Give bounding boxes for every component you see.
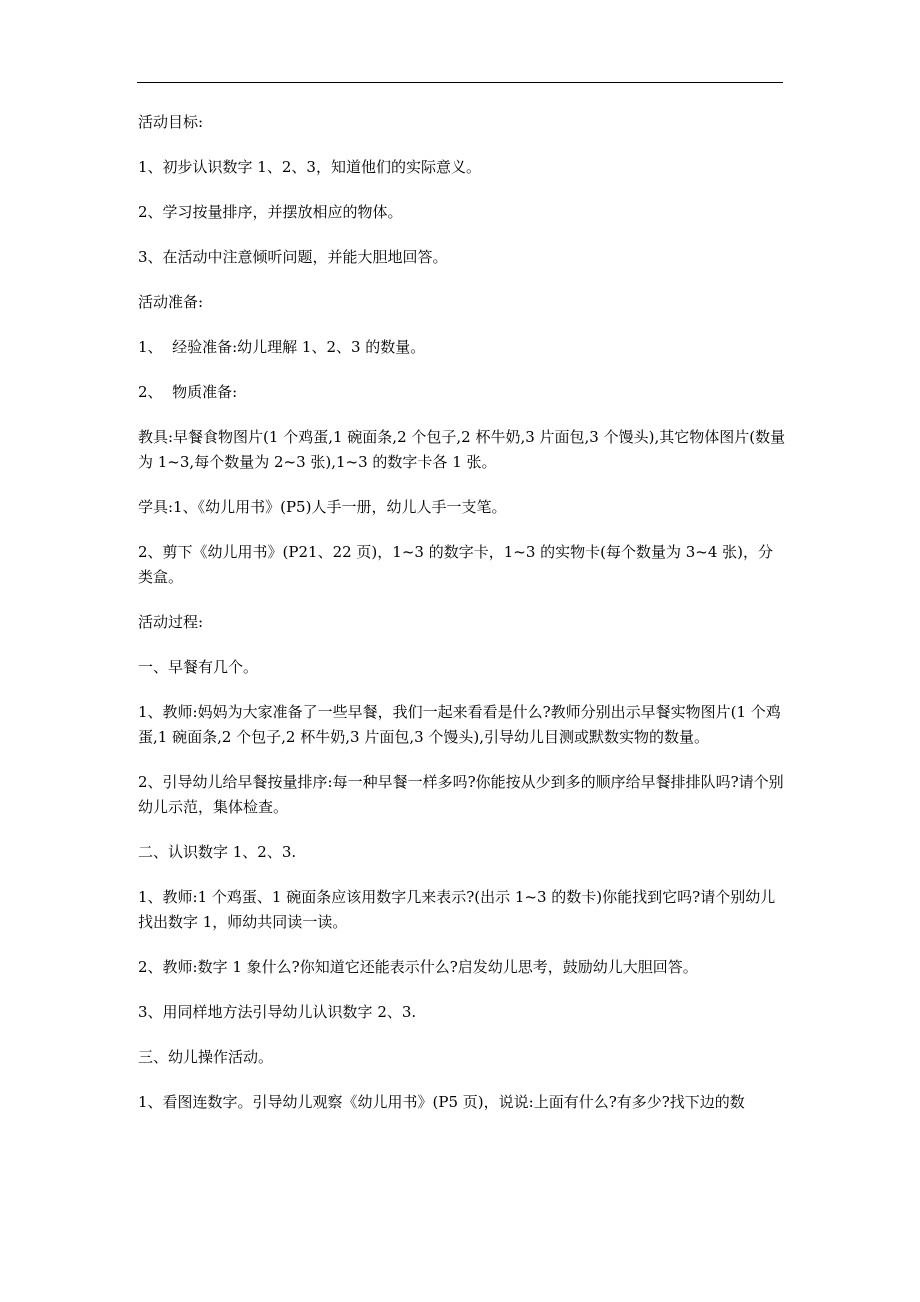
heading-activity-goals: 活动目标: bbox=[138, 113, 204, 131]
section-3-step-1: 1、看图连数字。引导幼儿观察《幼儿用书》(P5 页)，说说:上面有什么?有多少?找下边的数 bbox=[138, 1093, 745, 1111]
section-2-step-3: 3、用同样地方法引导幼儿认识数字 2、3. bbox=[138, 1003, 417, 1021]
section-1-heading: 一、早餐有几个。 bbox=[138, 658, 259, 676]
goal-item-1: 1、初步认识数字 1、2、3，知道他们的实际意义。 bbox=[138, 158, 481, 176]
section-2-step-1: 1、教师:1 个鸡蛋、1 碗面条应该用数字几来表示?(出示 1~3 的数卡)你能找到它吗?请个别幼儿找出数字 1，师幼共同读一读。 bbox=[138, 888, 776, 931]
header-rule bbox=[137, 82, 783, 83]
preparation-item-1: 1、 经验准备:幼儿理解 1、2、3 的数量。 bbox=[138, 338, 426, 356]
learning-aids-paragraph: 学具:1、《幼儿用书》(P5)人手一册，幼儿人手一支笔。 bbox=[138, 498, 507, 516]
goal-item-3: 3、在活动中注意倾听问题，并能大胆地回答。 bbox=[138, 248, 448, 266]
document-body bbox=[138, 110, 786, 1135]
learning-aids-item-2: 2、剪下《幼儿用书》(P21、22 页)，1~3 的数字卡，1~3 的实物卡(每个数量为 3~4 张)，分类盒。 bbox=[138, 543, 774, 586]
section-1-step-1: 1、教师:妈妈为大家准备了一些早餐，我们一起来看看是什么?教师分别出示早餐实物图片(1 个鸡蛋,1 碗面条,2 个包子,2 杯牛奶,3 片面包,3 个馒头),引导幼儿目测或默数实物的数量。 bbox=[138, 703, 781, 746]
heading-activity-process: 活动过程: bbox=[138, 613, 204, 631]
section-1-step-2: 2、引导幼儿给早餐按量排序:每一种早餐一样多吗?你能按从少到多的顺序给早餐排排队吗?请个别幼儿示范，集体检查。 bbox=[138, 773, 784, 816]
preparation-item-2: 2、 物质准备: bbox=[138, 383, 238, 401]
heading-activity-preparation: 活动准备: bbox=[138, 293, 204, 311]
section-2-heading: 二、认识数字 1、2、3. bbox=[138, 843, 297, 861]
teaching-aids-paragraph: 教具:早餐食物图片(1 个鸡蛋,1 碗面条,2 个包子,2 杯牛奶,3 片面包,3 个馒头),其它物体图片(数量为 1~3,每个数量为 2~3 张),1~3 的数字卡各 1 张。 bbox=[138, 428, 786, 471]
section-2-step-2: 2、教师:数字 1 象什么?你知道它还能表示什么?启发幼儿思考，鼓励幼儿大胆回答。 bbox=[138, 958, 698, 976]
goal-item-2: 2、学习按量排序，并摆放相应的物体。 bbox=[138, 203, 403, 221]
section-3-heading: 三、幼儿操作活动。 bbox=[138, 1048, 274, 1066]
